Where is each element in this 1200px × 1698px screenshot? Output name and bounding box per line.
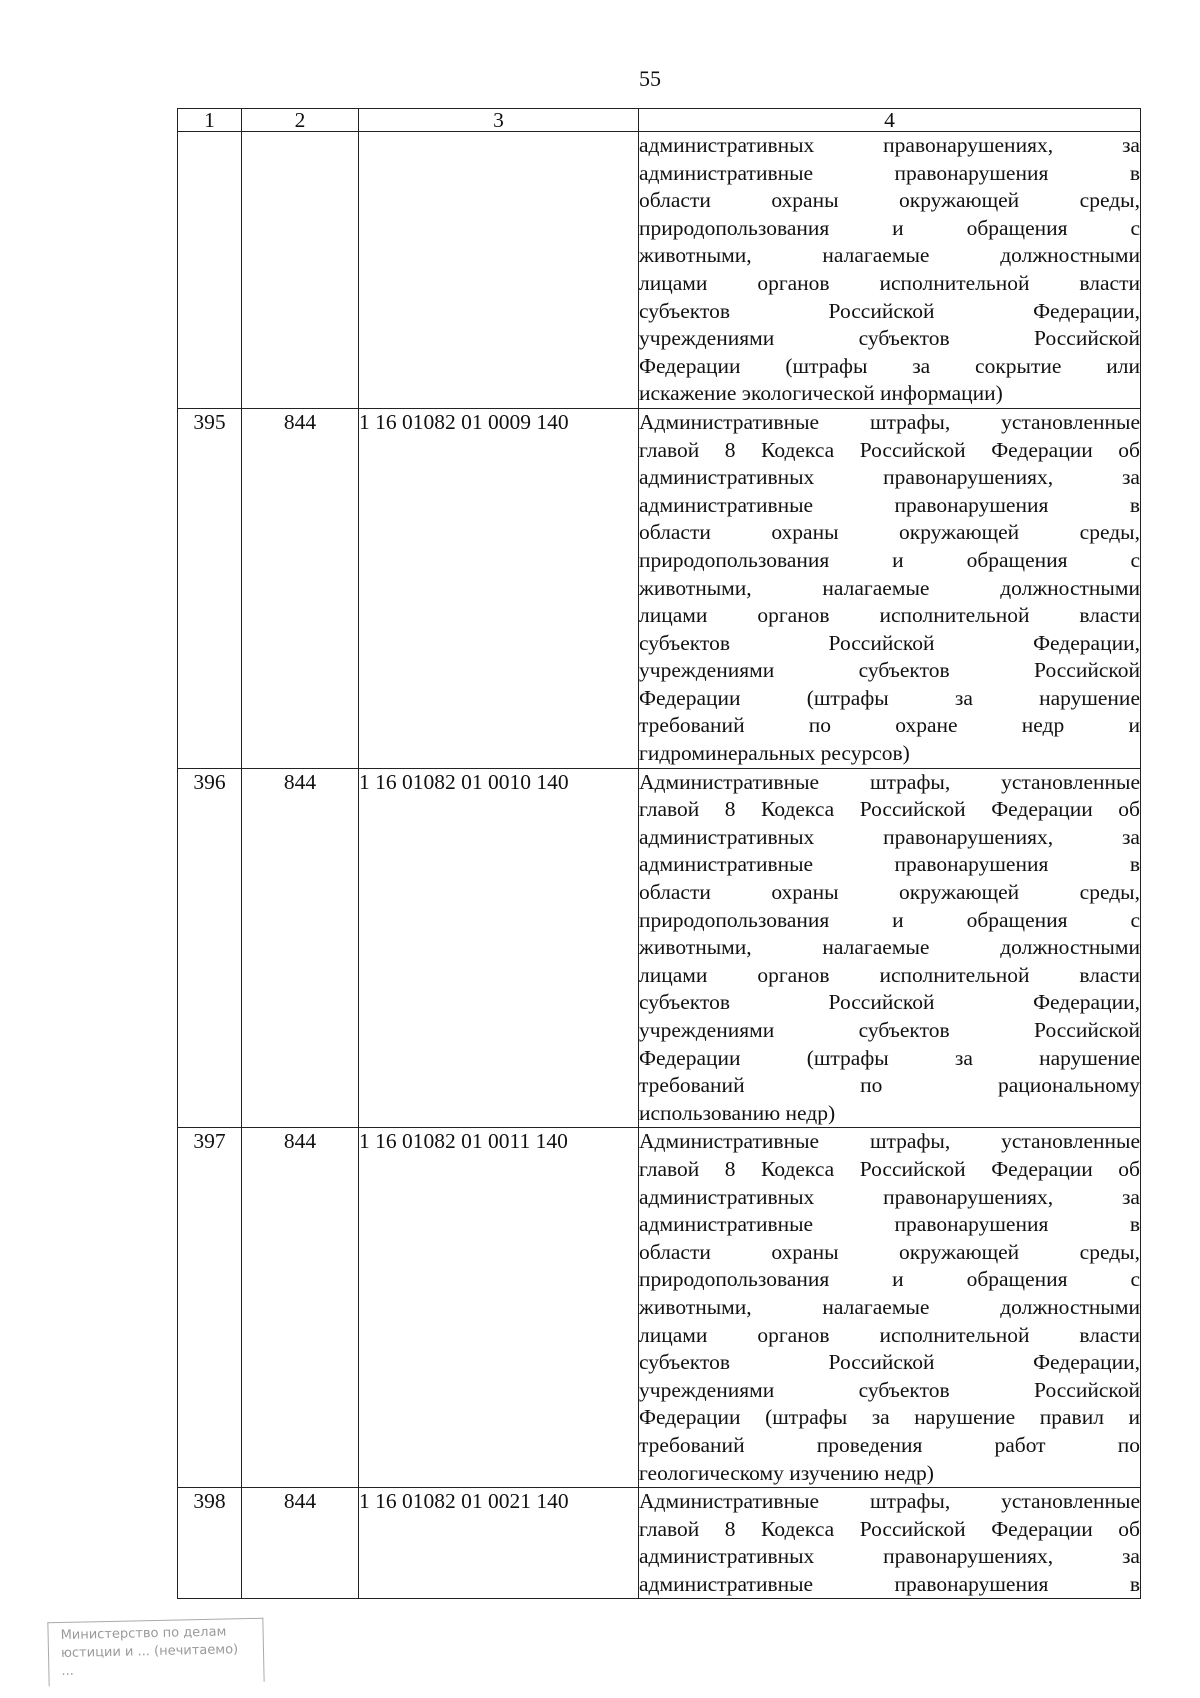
description-line: Административные штрафы, установленные (639, 1129, 1140, 1154)
description-line: административных правонарушениях, за (639, 133, 1140, 157)
table-row (178, 132, 1141, 409)
admin-code-cell: 844 (242, 768, 359, 1128)
budget-code-cell: 1 16 01082 01 0010 140 (359, 768, 639, 1128)
description-line: главой 8 Кодекса Российской Федерации об (639, 437, 1140, 462)
budget-code-cell: 1 16 01082 01 0011 140 (359, 1128, 639, 1488)
description-line: учреждениями субъектов Российской (639, 1377, 1140, 1402)
description-line: области охраны окружающей среды, (639, 188, 1140, 213)
description-line: геологическому изучению недр) (639, 1460, 934, 1485)
description-line: административных правонарушениях, за (639, 465, 1140, 490)
table-row (178, 1488, 1141, 1599)
description-line: Федерации (штрафы за нарушение (639, 685, 1140, 710)
row-number-cell: 395 (178, 408, 242, 768)
stamp-line: Министерство по делам (60, 1624, 227, 1643)
row-number-cell: 398 (178, 1488, 242, 1599)
description-line: лицами органов исполнительной власти (639, 270, 1140, 295)
description-line: требований по охране недр и (639, 713, 1140, 738)
description-line: административные правонарушения в (639, 1571, 1140, 1596)
description-line: животными, налагаемые должностными (639, 935, 1140, 960)
description-line: субъектов Российской Федерации, (639, 1350, 1140, 1375)
description-line: административных правонарушениях, за (639, 1544, 1140, 1569)
description-cell (639, 1128, 1141, 1488)
registration-stamp (47, 1618, 264, 1687)
column-header-1: 1 (178, 109, 242, 132)
description-line: природопользования и обращения с (639, 547, 1140, 572)
description-line: животными, налагаемые должностными (639, 575, 1140, 600)
column-header-3: 3 (359, 109, 639, 132)
column-header-4: 4 (639, 109, 1141, 132)
description-line: использованию недр) (639, 1100, 836, 1125)
description-line: административные правонарушения в (639, 1212, 1140, 1237)
description-cell (639, 132, 1141, 409)
description-line: административные правонарушения в (639, 160, 1140, 185)
column-header-2: 2 (242, 109, 359, 132)
admin-code-cell: 844 (242, 1128, 359, 1488)
description-line: животными, налагаемые должностными (639, 243, 1140, 268)
table-row (178, 768, 1141, 1128)
description-line: природопользования и обращения с (639, 1267, 1140, 1292)
description-line: Федерации (штрафы за нарушение (639, 1045, 1140, 1070)
admin-code-cell: 844 (242, 408, 359, 768)
description-line: Федерации (штрафы за сокрытие или (639, 353, 1140, 378)
description-line: требований проведения работ по (639, 1432, 1140, 1457)
admin-code-cell (242, 132, 359, 409)
table-row (178, 408, 1141, 768)
row-number-cell (178, 132, 242, 409)
page-number: 55 (639, 66, 661, 91)
description-line: области охраны окружающей среды, (639, 520, 1140, 545)
stamp-line: ... (61, 1663, 74, 1679)
table-row (178, 1128, 1141, 1488)
description-line: административные правонарушения в (639, 852, 1140, 877)
description-line: лицами органов исполнительной власти (639, 1322, 1140, 1347)
stamp-line: юстиции и ... (нечитаемо) (60, 1642, 239, 1661)
description-cell (639, 1488, 1141, 1599)
description-line: области охраны окружающей среды, (639, 880, 1140, 905)
description-line: искажение экологической информации) (639, 381, 1003, 406)
description-line: учреждениями субъектов Российской (639, 658, 1140, 683)
description-line: гидроминеральных ресурсов) (639, 741, 910, 766)
description-line: субъектов Российской Федерации, (639, 298, 1140, 323)
description-line: главой 8 Кодекса Российской Федерации об (639, 797, 1140, 822)
description-line: лицами органов исполнительной власти (639, 962, 1140, 987)
description-line: учреждениями субъектов Российской (639, 1018, 1140, 1042)
budget-code-cell: 1 16 01082 01 0009 140 (359, 408, 639, 768)
budget-code-cell: 1 16 01082 01 0021 140 (359, 1488, 639, 1599)
row-number-cell: 396 (178, 768, 242, 1128)
description-line: Административные штрафы, установленные (639, 769, 1140, 794)
description-line: главой 8 Кодекса Российской Федерации об (639, 1156, 1140, 1181)
description-line: Административные штрафы, установленные (639, 409, 1140, 434)
description-line: требований по рациональному (639, 1073, 1140, 1098)
row-number-cell: 397 (178, 1128, 242, 1488)
description-line: субъектов Российской Федерации, (639, 630, 1140, 655)
description-line: учреждениями субъектов Российской (639, 326, 1140, 351)
admin-code-cell: 844 (242, 1488, 359, 1599)
description-line: области охраны окружающей среды, (639, 1239, 1140, 1264)
budget-codes-table (177, 108, 1141, 1599)
description-line: административных правонарушениях, за (639, 824, 1140, 849)
description-cell (639, 768, 1141, 1128)
description-line: Федерации (штрафы за нарушение правил и (639, 1405, 1140, 1430)
description-line: субъектов Российской Федерации, (639, 990, 1140, 1015)
description-line: природопользования и обращения с (639, 907, 1140, 932)
description-line: главой 8 Кодекса Российской Федерации об (639, 1516, 1140, 1541)
description-line: Административные штрафы, установленные (639, 1489, 1140, 1514)
description-line: природопользования и обращения с (639, 215, 1140, 240)
description-line: административные правонарушения в (639, 492, 1140, 517)
description-cell (639, 408, 1141, 768)
description-line: животными, налагаемые должностными (639, 1294, 1140, 1319)
header-row (178, 109, 1141, 132)
description-line: административных правонарушениях, за (639, 1184, 1140, 1209)
budget-code-cell (359, 132, 639, 409)
description-line: лицами органов исполнительной власти (639, 603, 1140, 628)
